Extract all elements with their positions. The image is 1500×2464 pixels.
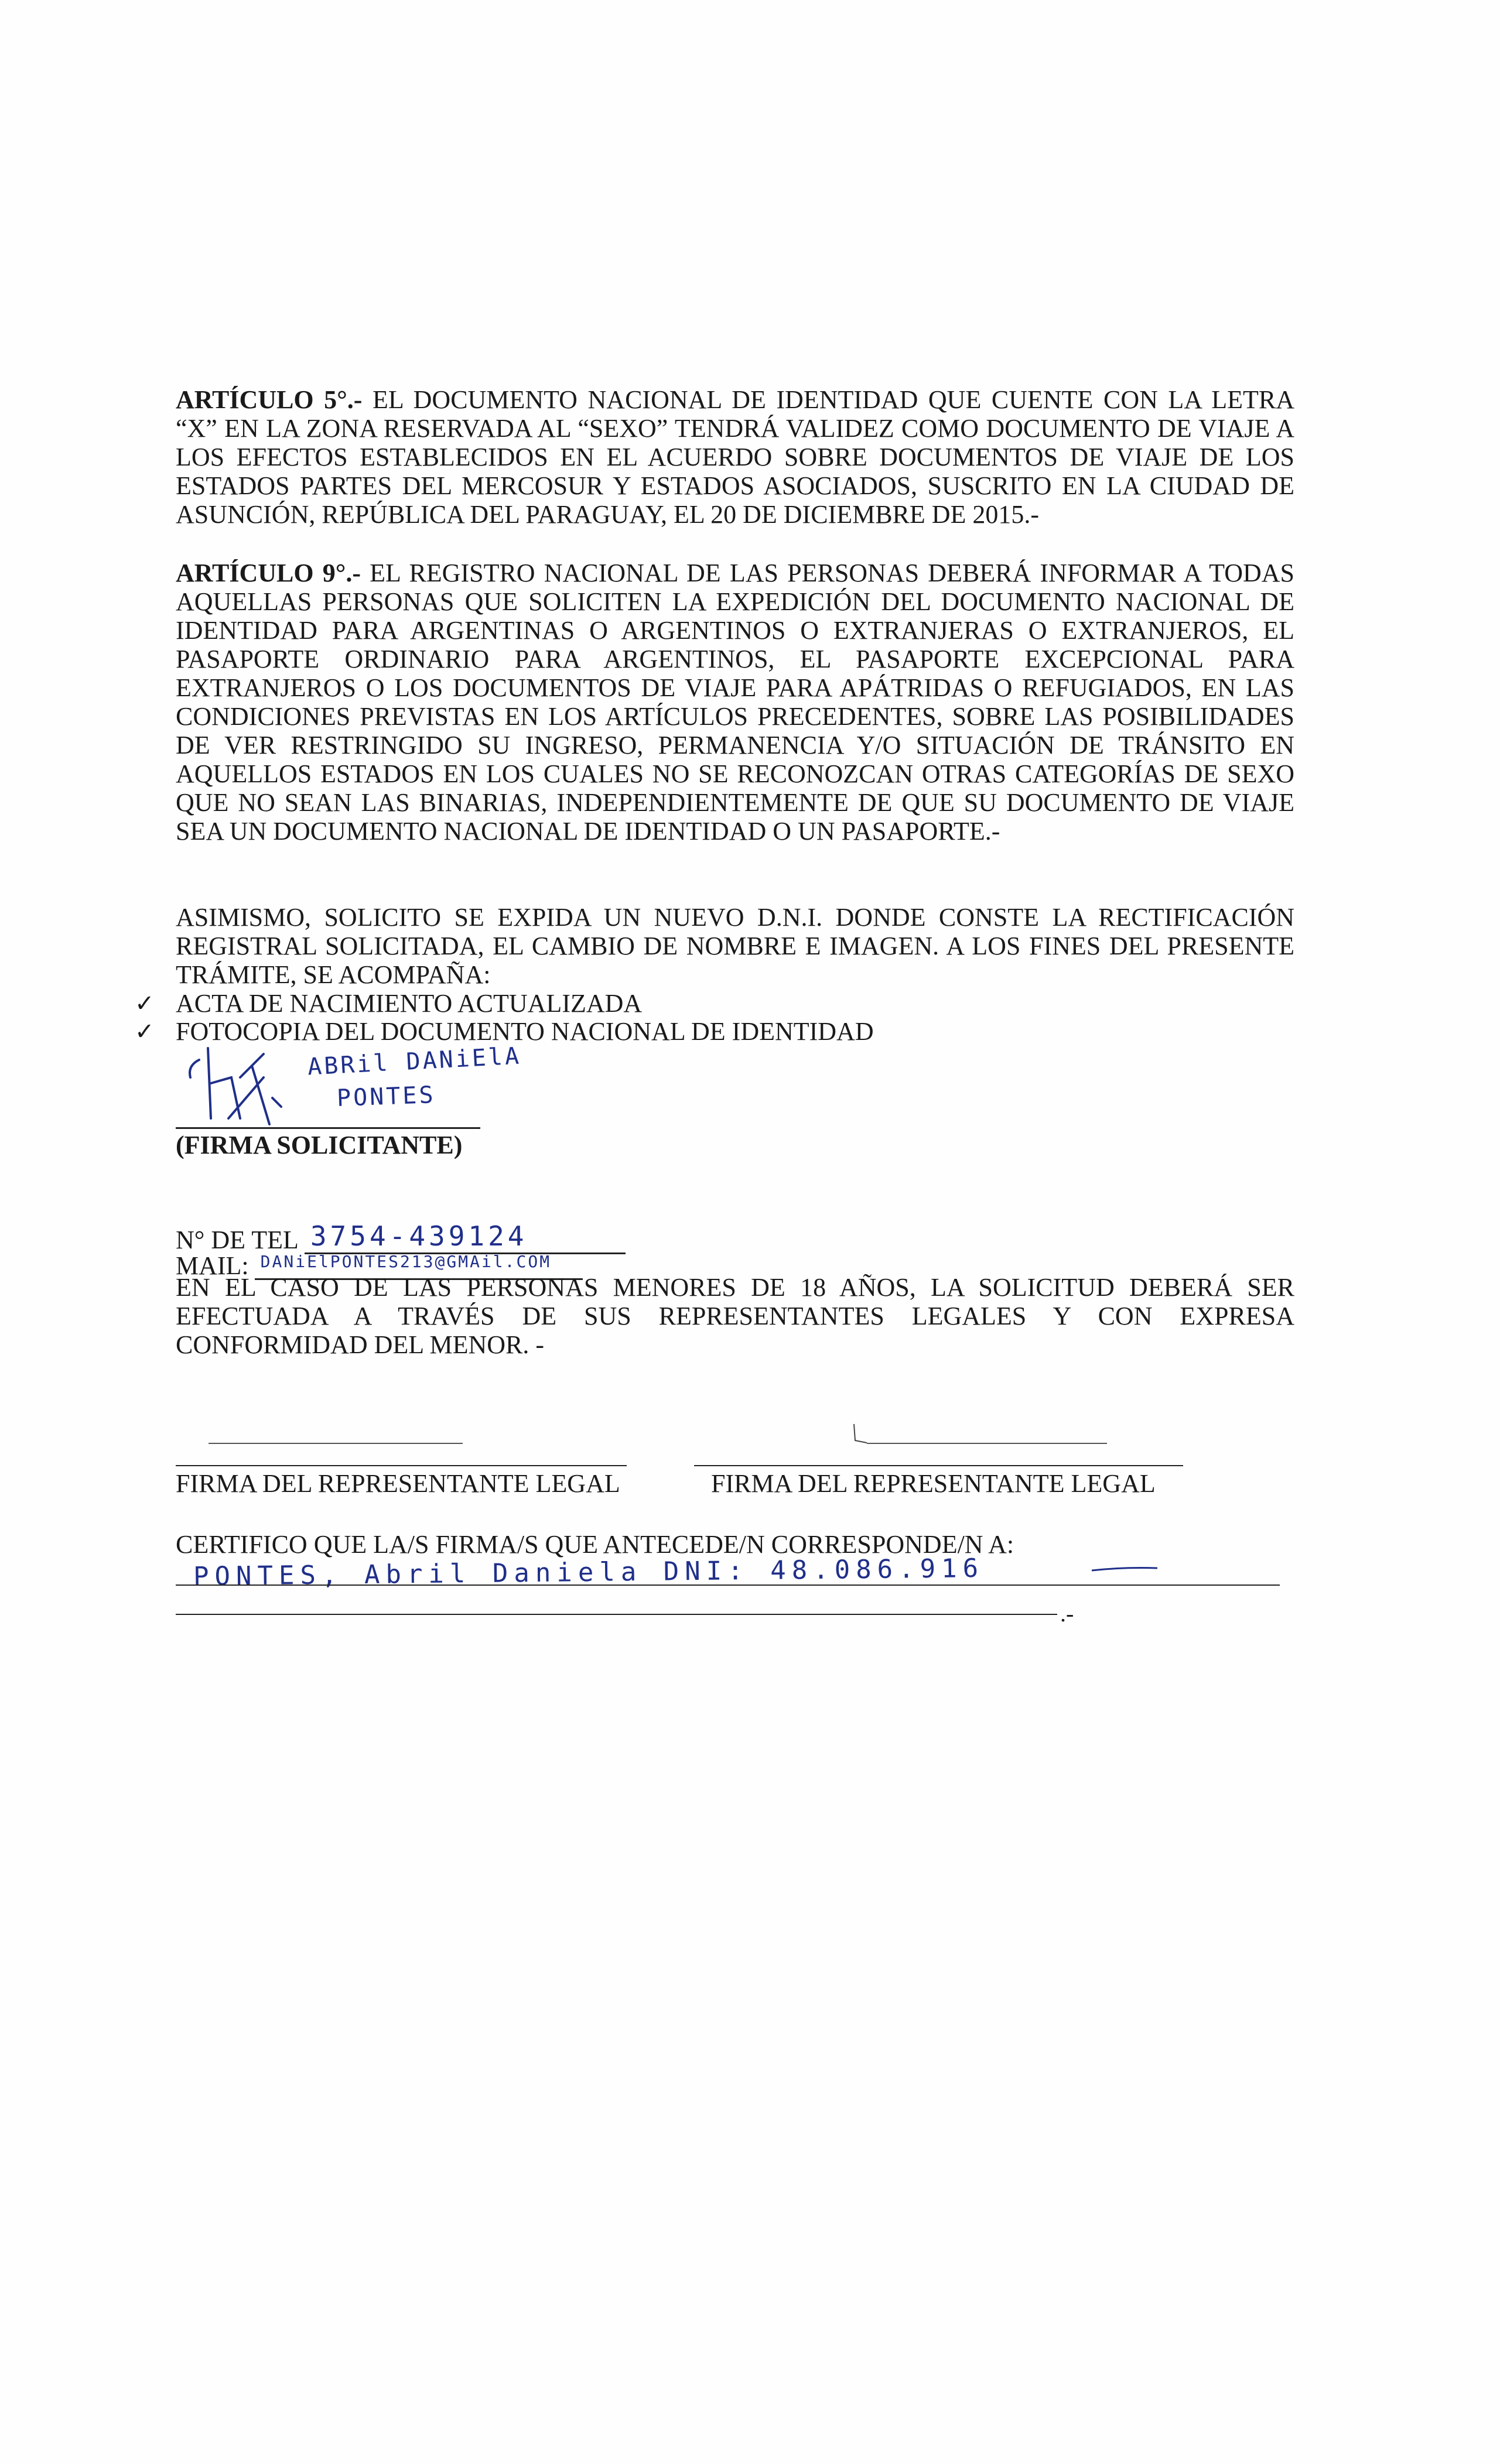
representative-signature-line bbox=[867, 1443, 1107, 1444]
representative-signature-line bbox=[209, 1443, 463, 1444]
signature-scribble-icon bbox=[176, 1042, 316, 1136]
telephone-label: N° DE TEL bbox=[176, 1226, 299, 1254]
articulo-9-text: EL REGISTRO NACIONAL DE LAS PERSONAS DEBERÁ INFORMAR A TODAS AQUELLAS PERSONAS QUE SOLICITEN LA EXPEDICIÓN DEL DOCUMENTO NACIONAL DE IDENTIDAD PARA ARGENTINAS O ARGENTINOS O EXTRANJERAS O EXTRANJEROS, EL PASAPORTE ORDINARIO PARA ARGENTINOS, EL PASAPORTE EXCEPCIONAL PARA EXTRANJEROS O LOS DOCUMENTOS DE VIAJE PARA APÁTRIDAS O REFUGIADOS, EN LAS CONDICIONES PREVISTAS EN LOS ARTÍCULOS PRECEDENTES, SOBRE LAS POSIBILIDADES DE VER RESTRINGIDO SU INGRESO, PERMANENCIA Y/O SITUACIÓN DE TRÁNSITO EN AQUELLOS ESTADOS EN LOS CUALES NO SE RECONOZCAN OTRAS CATEGORÍAS DE SEXO QUE NO SEAN LAS BINARIAS, INDEPENDIENTEMENTE DE QUE SU DOCUMENTO DE VIAJE SEA UN DOCUMENTO NACIONAL DE IDENTIDAD O UN PASAPORTE.- bbox=[176, 559, 1294, 846]
signature-line bbox=[176, 1127, 480, 1129]
attachment-text: ACTA DE NACIMIENTO ACTUALIZADA bbox=[176, 989, 643, 1018]
representative-label: FIRMA DEL REPRESENTANTE LEGAL bbox=[711, 1469, 1156, 1498]
articulo-9 bbox=[176, 559, 1294, 846]
telephone-value: 3754-439124 bbox=[310, 1220, 528, 1252]
certification-statement: CERTIFICO QUE LA/S FIRMA/S QUE ANTECEDE/N CORRESPONDE/N A: bbox=[176, 1530, 1014, 1559]
representative-underline bbox=[694, 1465, 1183, 1466]
attachments-list bbox=[135, 990, 1248, 1046]
representative-underline bbox=[176, 1465, 627, 1466]
check-icon: ✓ bbox=[135, 990, 155, 1017]
articulo-9-label: ARTÍCULO 9°.- bbox=[176, 559, 361, 587]
mail-label: MAIL: bbox=[176, 1251, 249, 1280]
representative-label: FIRMA DEL REPRESENTANTE LEGAL bbox=[176, 1469, 620, 1498]
signature-name-last: PONTES bbox=[336, 1082, 436, 1112]
articulo-5 bbox=[176, 385, 1294, 529]
menores-paragraph: EN EL CASO DE LAS PERSONAS MENORES DE 18 AÑOS, LA SOLICITUD DEBERÁ SER EFECTUADA A TRAVÉS DE SUS REPRESENTANTES LEGALES Y CON EXPRESA CONFORMIDAD DEL MENOR. - bbox=[176, 1273, 1294, 1359]
signature-caption: (FIRMA SOLICITANTE) bbox=[176, 1131, 463, 1159]
attachment-item bbox=[135, 990, 1248, 1018]
check-icon: ✓ bbox=[135, 1018, 155, 1045]
attachment-text: FOTOCOPIA DEL DOCUMENTO NACIONAL DE IDENTIDAD bbox=[176, 1017, 874, 1046]
signature-name-first: ABRil DANiElA bbox=[307, 1042, 522, 1081]
asimismo-paragraph: ASIMISMO, SOLICITO SE EXPIDA UN NUEVO D.N.I. DONDE CONSTE LA RECTIFICACIÓN REGISTRAL SOLICITADA, EL CAMBIO DE NOMBRE E IMAGEN. A LOS FINES DEL PRESENTE TRÁMITE, SE ACOMPAÑA: bbox=[176, 903, 1294, 989]
certification-end-mark: .- bbox=[1060, 1600, 1074, 1627]
certification-line bbox=[176, 1614, 1057, 1615]
articulo-5-label: ARTÍCULO 5°.- bbox=[176, 385, 363, 414]
dash-mark-icon bbox=[1089, 1563, 1160, 1575]
articulo-5-text: EL DOCUMENTO NACIONAL DE IDENTIDAD QUE CUENTE CON LA LETRA “X” EN LA ZONA RESERVADA AL “SEXO” TENDRÁ VALIDEZ COMO DOCUMENTO DE VIAJE A LOS EFECTOS ESTABLECIDOS EN EL ACUERDO SOBRE DOCUMENTOS DE VIAJE DE LOS ESTADOS PARTES DEL MERCOSUR Y ESTADOS ASOCIADOS, SUSCRITO EN LA CIUDAD DE ASUNCIÓN, REPÚBLICA DEL PARAGUAY, EL 20 DE DICIEMBRE DE 2015.- bbox=[176, 385, 1294, 529]
pen-mark-icon bbox=[850, 1423, 868, 1446]
certification-line bbox=[176, 1585, 1280, 1586]
certification-handwritten-value: PONTES, Abril Daniela DNI: 48.086.916 bbox=[193, 1553, 985, 1592]
attachment-item bbox=[135, 1018, 1248, 1046]
mail-value: DANiElPONTES213@GMAil.COM bbox=[260, 1252, 552, 1271]
